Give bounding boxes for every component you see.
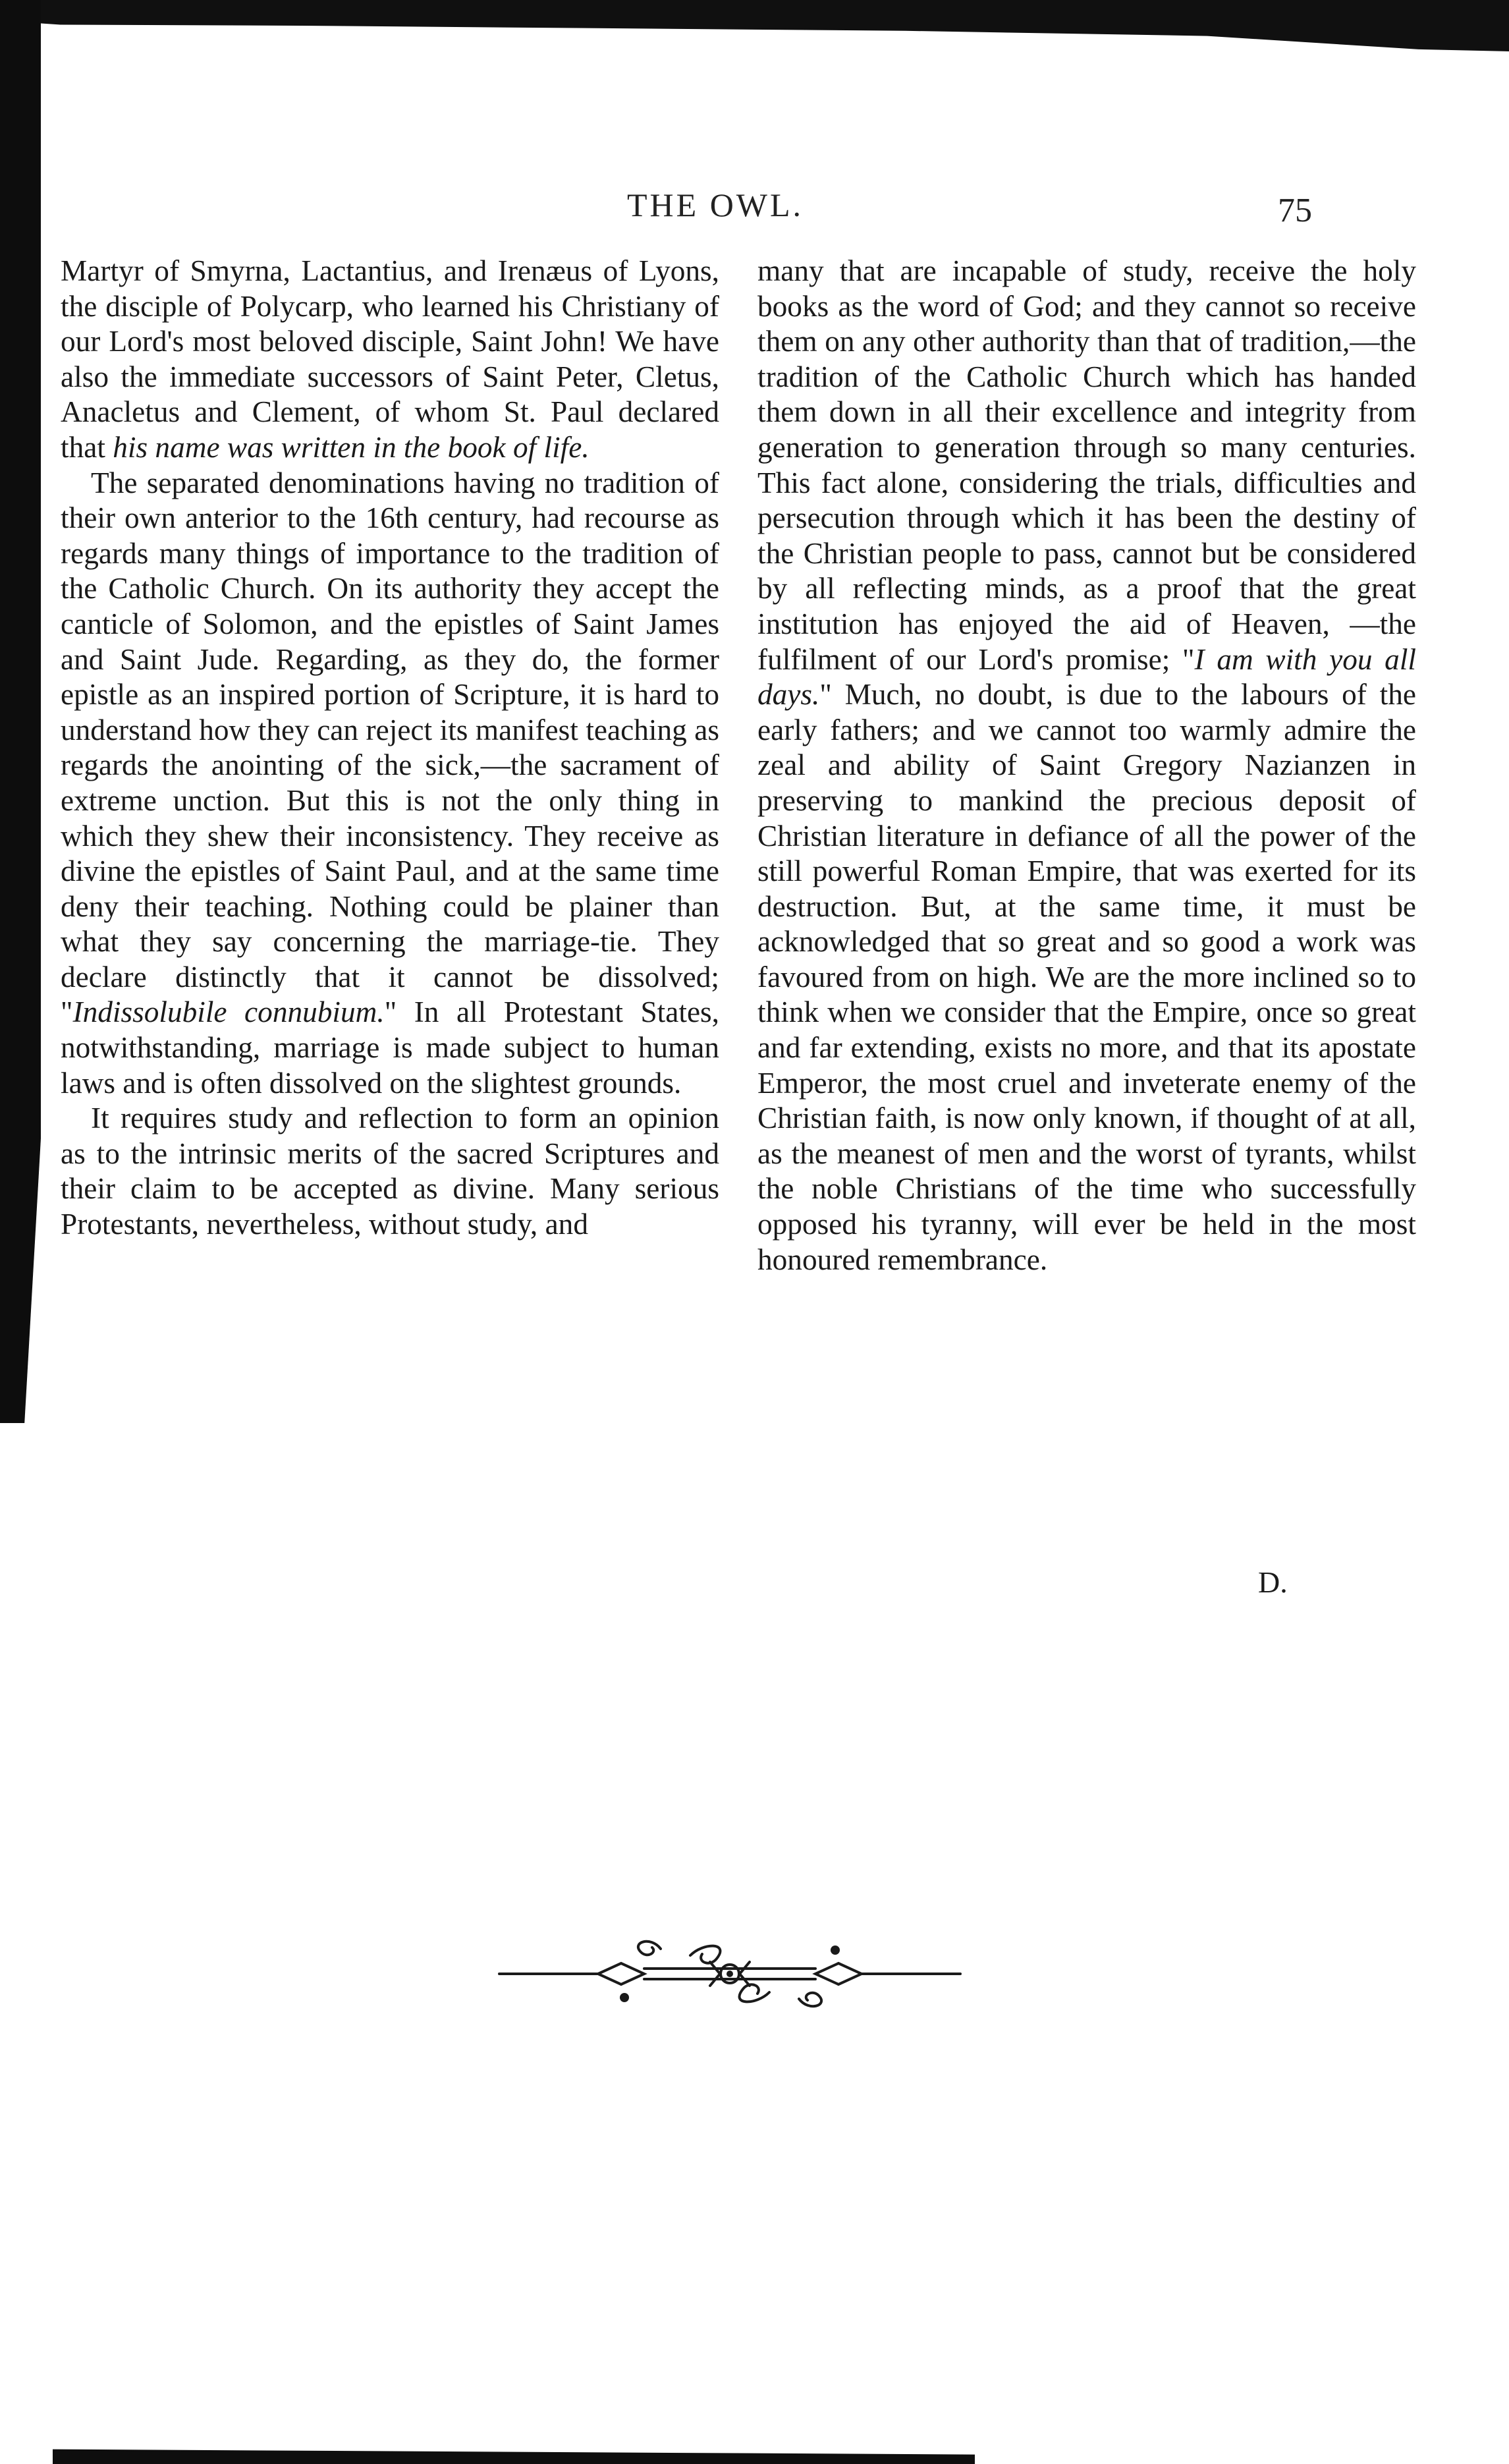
scan-top-edge	[0, 0, 1509, 51]
author-signature: D.	[1258, 1565, 1288, 1599]
left-column	[61, 254, 719, 1611]
left-paragraph-2: The separated denominations having no tradition of their own anterior to the 16th century, had recourse as regards many things of importance to the tradition of the Catholic Church. On its authority they accept the canticle of Solomon, and the epistles of Saint James and Saint Jude. Regarding, as they do, the former epistle as an inspired portion of Scripture, it is hard to understand how they can reject its manifest teaching as regards the anointing of the sick,—the sacrament of extreme unction. But this is not the only thing in which they shew their inconsistency. They receive as divine the epistles of Saint Paul, and at the same time deny their teaching. Nothing could be plainer than what they say concerning the marriage-tie. They declare distinctly that it cannot be dissolved; "Indissolubile connubium." In all Protestant States, notwithstanding, marriage is made subject to human laws and is often dissolved on the slightest grounds.	[61, 466, 720, 1100]
running-head	[0, 186, 1509, 229]
right-column	[757, 254, 1416, 1611]
italic-quote-indissolubile: Indissolubile connubium.	[72, 995, 385, 1029]
italic-quote-book-of-life: his name was written in the book of life.	[113, 430, 590, 464]
right-paragraph-1: many that are incapable of study, receive the holy books as the word of God; and they cannot so receive them on any other authority than that of tradition,—the tradition of the Catholic Church which has handed them down in all their excellence and integrity from generation to generation through so many centuries. This fact alone, considering the trials, difficulties and persecution through which it has been the destiny of the Christian people to pass, cannot but be considered by all reflecting minds, as a proof that the great institution has enjoyed the aid of Heaven, —the fulfilment of our Lord's promise; "I am with you all days." Much, no doubt, is due to the labours of the early fathers; and we cannot too warmly admire the zeal and ability of Saint Gregory Nazianzen in preserving to mankind the precious deposit of Christian literature in defiance of all the power of the still powerful Roman Empire, that was exerted for its destruction. But, at the same time, it must be acknowledged that so great and so good a work was favoured from on high. We are the more inclined so to think when we consider that the Empire, once so great and far extending, exists no more, and that its apostate Emperor, the most cruel and inveterate enemy of the Christian faith, is now only known, if thought of at all, as the meanest of men and the worst of tyrants, whilst the noble Christians of the time who successfully opposed his tyranny, will ever be held in the most honoured remembrance.	[757, 254, 1416, 1276]
page-number: 75	[1278, 192, 1312, 229]
scan-bottom-edge	[53, 2443, 975, 2464]
scroll-flourish-icon	[493, 1922, 967, 2021]
italic-quote-all-days: I am with you all days.	[757, 642, 1416, 712]
left-paragraph-1: Martyr of Smyrna, Lactantius, and Irenæus of Lyons, the disciple of Polycarp, who learned his Christiany of our Lord's most beloved disciple, Saint John! We have also the immediate successors of Saint Peter, Cletus, Anacletus and Clement, of whom St. Paul declared that his name was written in the book of life.	[61, 254, 719, 464]
page-title: THE OWL.	[627, 186, 804, 223]
left-paragraph-3: It requires study and reflection to form an opinion as to the intrinsic merits of the sacred Scriptures and their claim to be accepted as divine. Many serious Protestants, nevertheless, without study, and	[61, 1102, 719, 1241]
